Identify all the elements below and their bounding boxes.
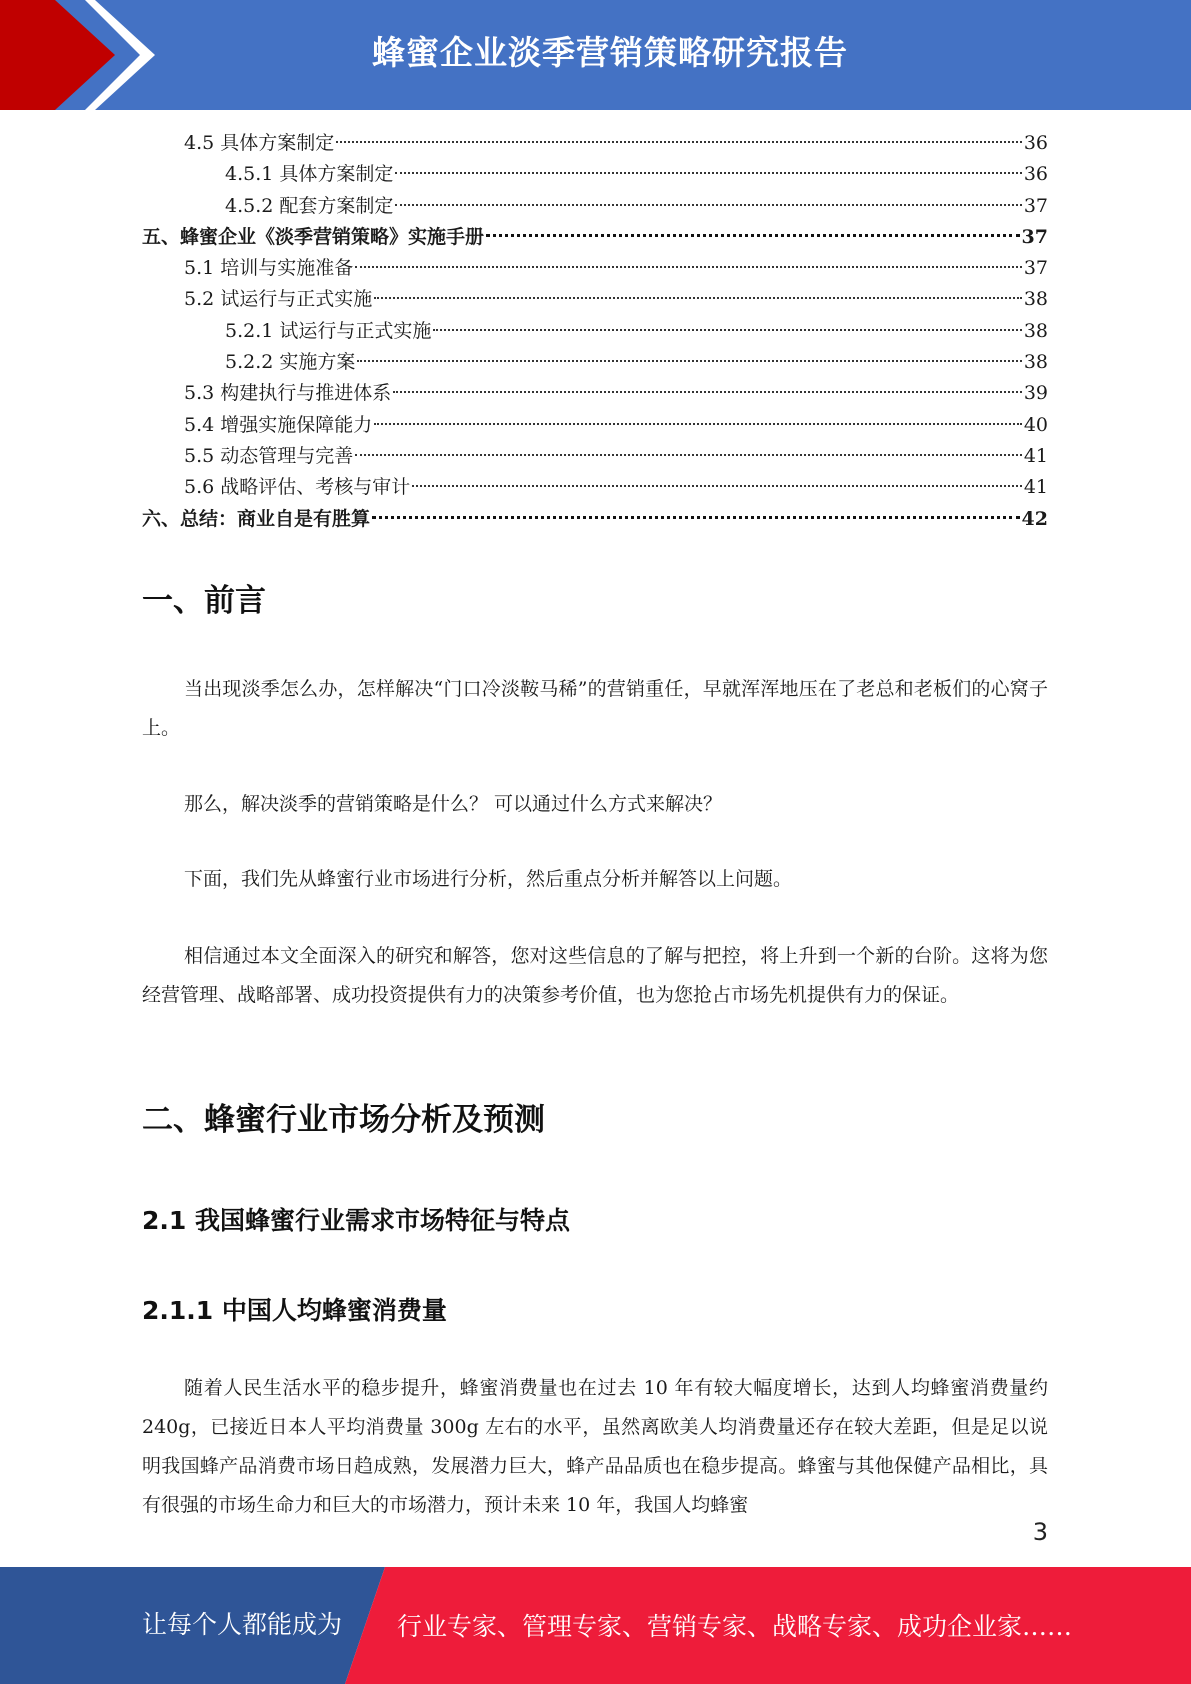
toc-leader-dots (372, 516, 1020, 519)
toc-entry-page: 36 (1023, 163, 1048, 186)
footer-banner (0, 1567, 1191, 1684)
toc-entry[interactable] (142, 378, 1048, 409)
toc-entry-label: 5.3 构建执行与推进体系 (184, 382, 392, 405)
toc-entry-page: 39 (1023, 382, 1048, 405)
toc-entry[interactable] (142, 128, 1048, 159)
toc-leader-dots (412, 485, 1022, 487)
toc-entry-page: 38 (1023, 351, 1048, 374)
toc-entry[interactable] (142, 284, 1048, 315)
toc-leader-dots (336, 141, 1022, 143)
toc-entry-label: 4.5.2 配套方案制定 (225, 194, 394, 217)
toc-entry-page: 38 (1023, 319, 1048, 342)
toc-entry-label: 4.5.1 具体方案制定 (225, 163, 394, 186)
preface-paragraph-3: 下面，我们先从蜂蜜行业市场进行分析，然后重点分析并解答以上问题。 (184, 868, 793, 890)
preface-paragraph-1: 当出现淡季怎么办，怎样解决“门口冷淡鞍马稀”的营销重任，早就浑浑地压在了老总和老板们的心窝子上。 (142, 678, 1048, 739)
footer-slogan-left: 让每个人都能成为 (142, 1610, 343, 1639)
toc-entry[interactable] (142, 222, 1048, 253)
toc-entry[interactable] (142, 316, 1048, 347)
toc-entry-label: 5.2 试运行与正式实施 (184, 288, 373, 311)
toc-entry-page: 41 (1023, 476, 1048, 499)
toc-entry-page: 37 (1023, 257, 1048, 280)
preface-paragraph-2: 那么，解决淡季的营销策略是什么？ 可以通过什么方式来解决？ (184, 793, 723, 815)
footer-slogan-right: 行业专家、管理专家、营销专家、战略专家、成功企业家…… (397, 1612, 1073, 1641)
subsection-heading-2-1: 2.1 我国蜂蜜行业需求市场特征与特点 (142, 1206, 570, 1235)
toc-entry-label: 5.1 培训与实施准备 (184, 257, 354, 280)
toc-entry-page: 36 (1023, 132, 1048, 154)
toc-entry-page: 42 (1021, 507, 1048, 530)
toc-leader-dots (374, 423, 1022, 425)
report-header (0, 0, 1191, 110)
toc-leader-dots (355, 454, 1022, 456)
toc-entry-label: 五、蜂蜜企业《淡季营销策略》实施手册 (142, 225, 485, 248)
toc-entry-label: 5.6 战略评估、考核与审计 (184, 476, 411, 499)
toc-entry[interactable] (142, 504, 1048, 535)
toc-leader-dots (486, 234, 1020, 237)
toc-entry-page: 37 (1023, 194, 1048, 217)
toc-entry[interactable] (142, 347, 1048, 378)
toc-entry-label: 5.2.1 试运行与正式实施 (225, 319, 432, 342)
toc-entry[interactable] (142, 191, 1048, 222)
toc-entry-label: 5.5 动态管理与完善 (184, 444, 354, 467)
consumption-paragraph: 随着人民生活水平的稳步提升，蜂蜜消费量也在过去 10 年有较大幅度增长，达到人均蜂蜜消费量约 240g，已接近日本人平均消费量 300g 左右的水平，虽然离欧美人均消费量还存在较大差距，但是足以说明我国蜂产品消费市场日趋成熟，发展潜力巨大，蜂产品品质也在稳步提高。蜂蜜与其他保健产品相比，具有很强的市场生命力和巨大的市场潜力，预计未来 10 年，我国人均蜂蜜 (142, 1377, 1048, 1516)
toc-entry[interactable] (142, 472, 1048, 503)
toc-entry-label: 5.2.2 实施方案 (225, 351, 356, 374)
section-heading-market-analysis: 二、蜂蜜行业市场分析及预测 (142, 1102, 545, 1138)
toc-entry[interactable] (142, 253, 1048, 284)
toc-leader-dots (395, 204, 1021, 206)
subsection-heading-2-1-1: 2.1.1 中国人均蜂蜜消费量 (142, 1296, 447, 1325)
toc-entry[interactable] (142, 441, 1048, 472)
toc-entry-label: 六、总结：商业自是有胜算 (142, 507, 371, 530)
toc-leader-dots (433, 329, 1021, 331)
toc-entry-page: 40 (1023, 413, 1048, 436)
preface-paragraph-4: 相信通过本文全面深入的研究和解答，您对这些信息的了解与把控，将上升到一个新的台阶。这将为您经营管理、战略部署、成功投资提供有力的决策参考价值，也为您抢占市场先机提供有力的保证。 (142, 945, 1048, 1006)
report-title: 蜂蜜企业淡季营销策略研究报告 (372, 33, 848, 72)
toc-entry[interactable] (142, 159, 1048, 190)
toc-entry-label: 4.5 具体方案制定 (184, 132, 335, 154)
toc-entry-page: 41 (1023, 444, 1048, 467)
toc-leader-dots (395, 172, 1021, 174)
section-heading-preface: 一、前言 (142, 583, 266, 619)
toc-leader-dots (374, 297, 1022, 299)
page-number: 3 (1032, 1518, 1048, 1546)
toc-leader-dots (357, 360, 1021, 362)
toc-entry-label: 5.4 增强实施保障能力 (184, 413, 373, 436)
toc-entry-page: 37 (1021, 225, 1048, 248)
toc-entry[interactable] (142, 410, 1048, 441)
toc-entry-page: 38 (1023, 288, 1048, 311)
toc-leader-dots (393, 391, 1022, 393)
table-of-contents (142, 128, 1048, 535)
toc-leader-dots (355, 266, 1022, 268)
